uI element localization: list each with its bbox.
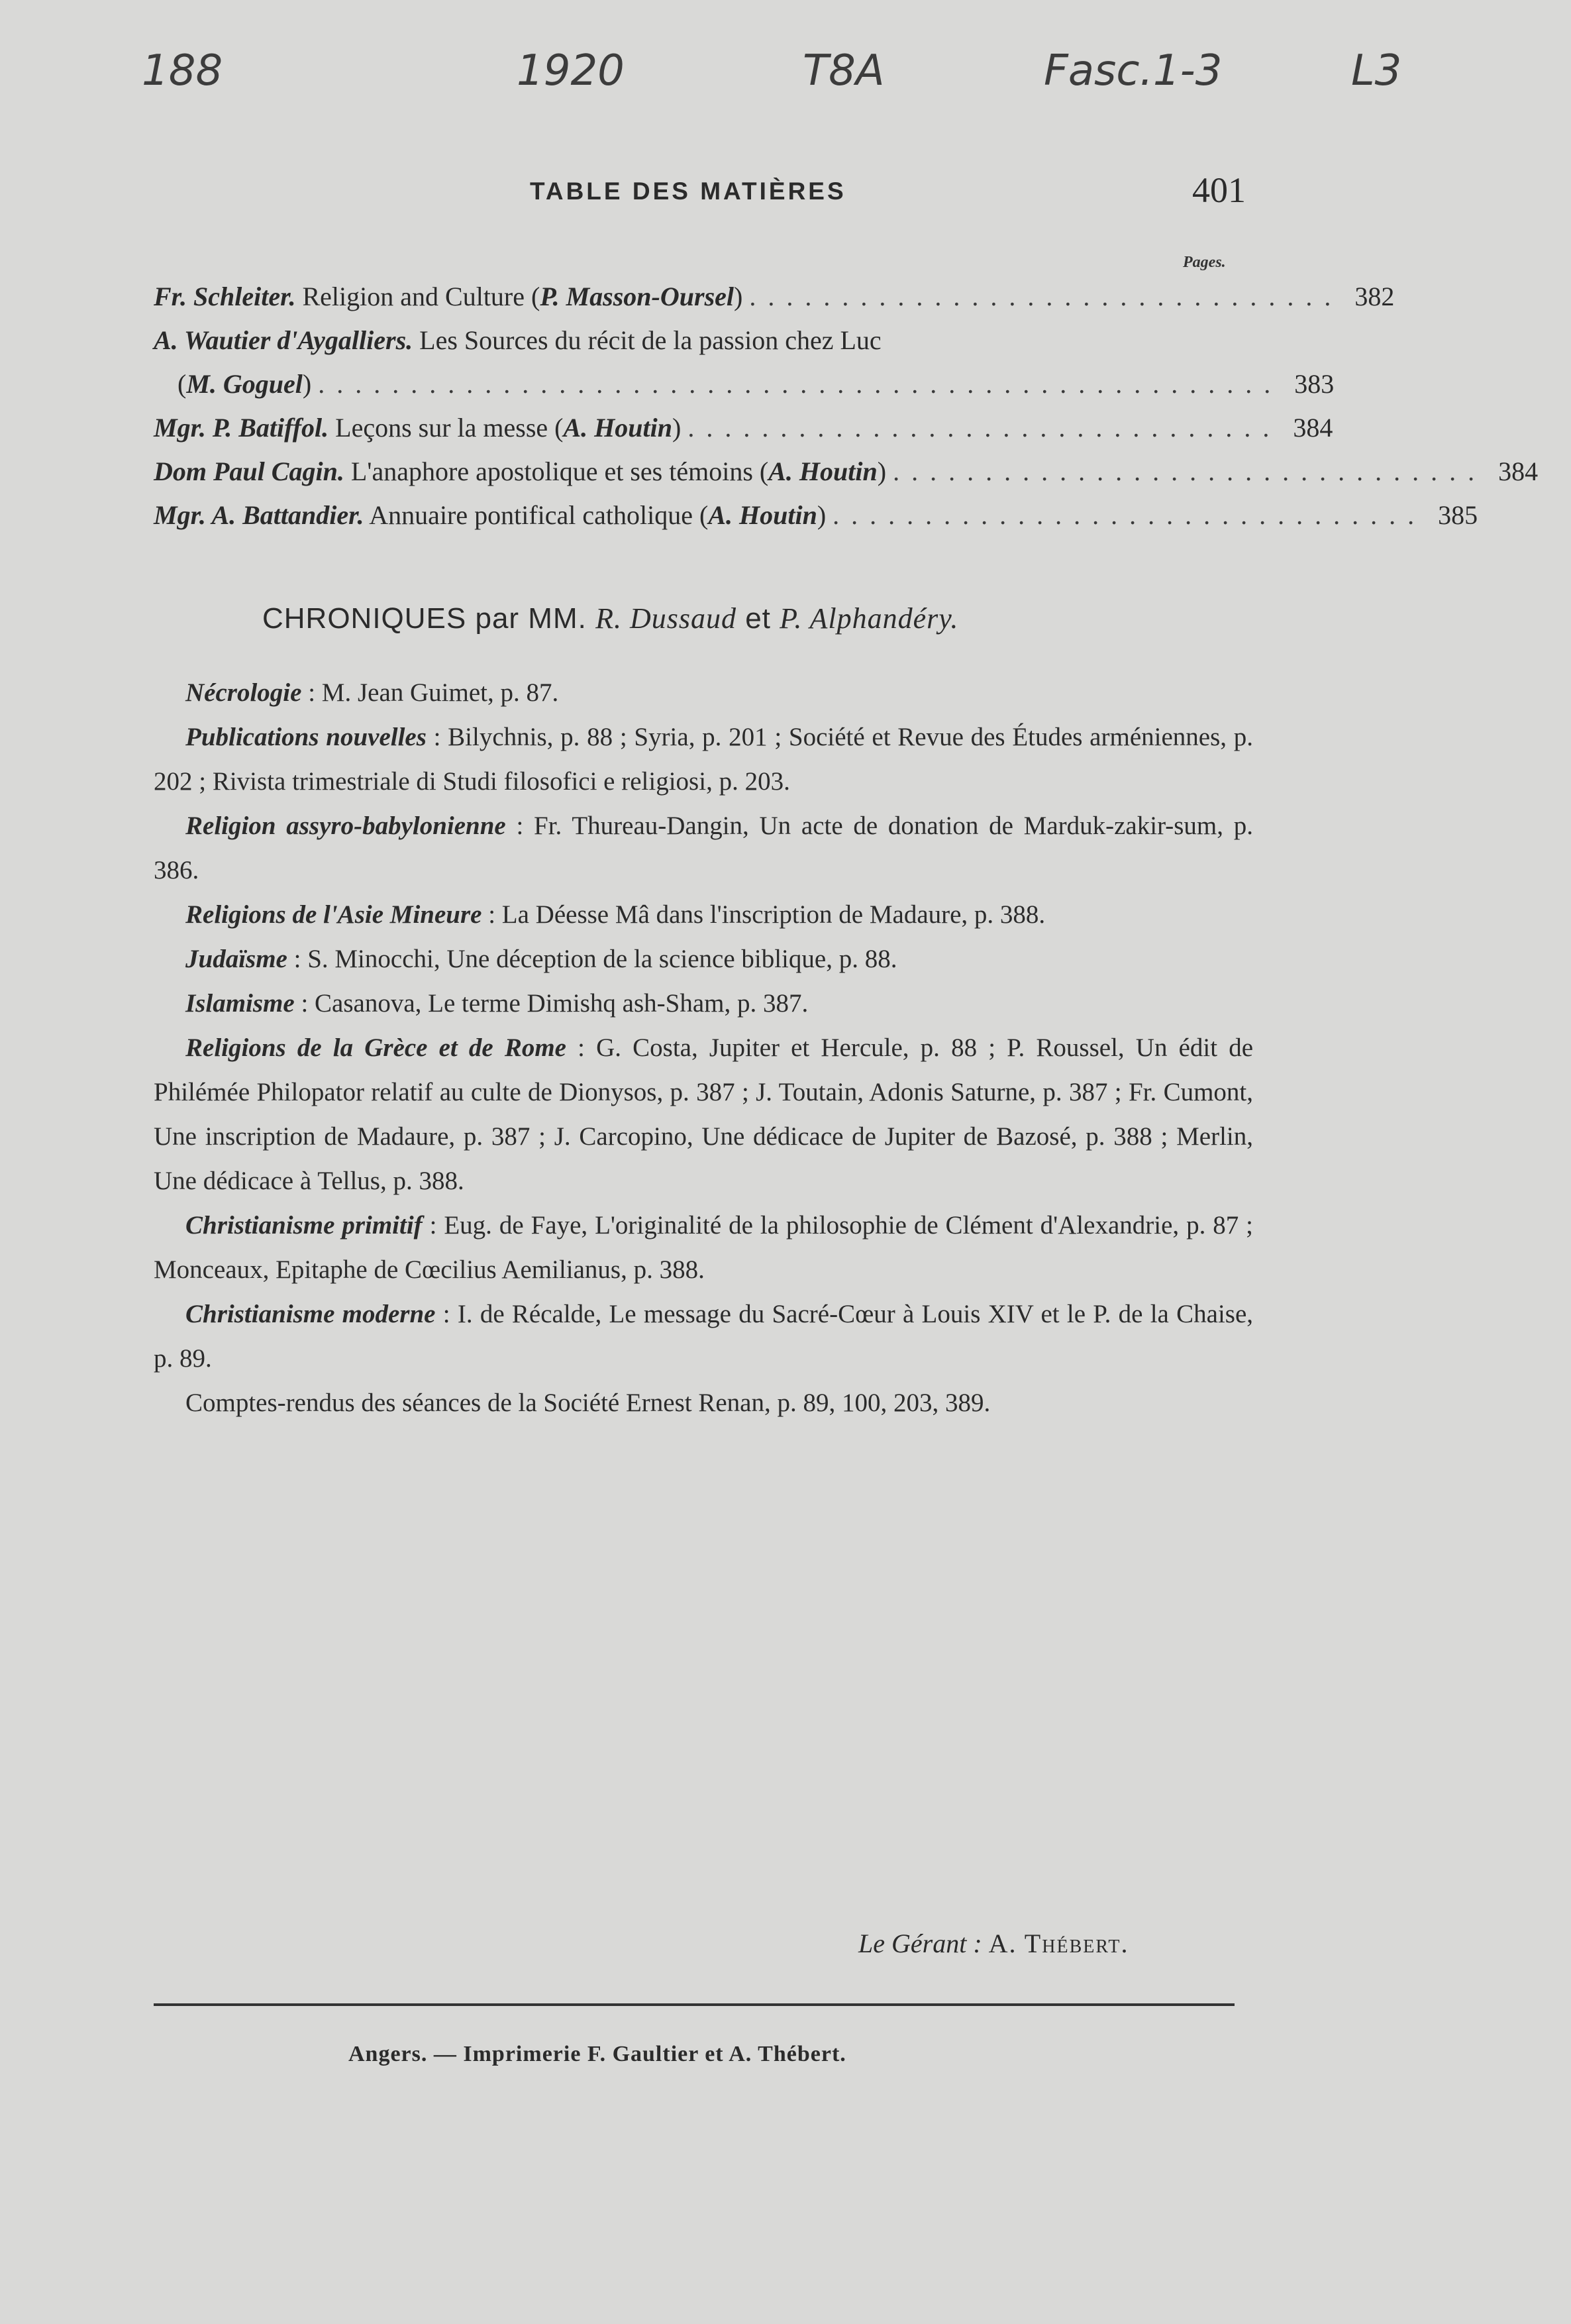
review-title: L'anaphore apostolique et ses témoins (	[350, 456, 769, 486]
chronique-entry: Publications nouvelles : Bilychnis, p. 88 ; Syria, p. 201 ; Société et Revue des Études arméniennes, p. 202 ; Rivista trimestriale di Studi filosofici e religiosi, p. 203.	[154, 723, 1253, 796]
chronique-category: Christianisme primitif	[185, 1211, 423, 1240]
chronique-entry: Religions de l'Asie Mineure : La Déesse Mâ dans l'inscription de Madaure, p. 388.	[185, 900, 1046, 929]
chronique-category: Christianisme moderne	[185, 1300, 436, 1328]
chronique-entry: Comptes-rendus des séances de la Société Ernest Renan, p. 89, 100, 203, 389.	[185, 1389, 991, 1417]
dot-leader: ................................	[749, 282, 1343, 311]
pages-column-label: Pages.	[1183, 254, 1226, 271]
chronique-entry: Religion assyro-babylonienne : Fr. Thureau-Dangin, Un acte de donation de Marduk-zakir-sum, p. 386.	[154, 812, 1253, 884]
chronique-entry: Religions de la Grèce et de Rome : G. Costa, Jupiter et Hercule, p. 88 ; P. Roussel, Un édit de Philémée Philopator relatif au culte de Dionysos, p. 387 ; J. Toutain, Adonis Saturne, p. 387 ; Fr. Cumont, Une inscription de Madaure, p. 387 ; J. Carcopino, Une dédicace de Jupiter de Bazosé, p. 388 ; Merlin, Une dédicace à Tellus, p. 388.	[154, 1033, 1253, 1195]
review-author: Mgr. P. Batiffol.	[154, 413, 329, 443]
chronique-entry: Islamisme : Casanova, Le terme Dimishq ash-Sham, p. 387.	[185, 989, 809, 1018]
handwritten-note-4: Fasc.1-3	[1044, 46, 1223, 95]
review-title: Les Sources du récit de la passion chez Luc	[419, 325, 882, 355]
chronique-category: Religion assyro-babylonienne	[185, 812, 506, 840]
review-entry: Dom Paul Cagin. L'anaphore apostolique et ses témoins (A. Houtin) ................................ 384	[154, 456, 1539, 486]
dot-leader: ................................	[687, 413, 1282, 443]
review-reviewer: A. Houtin	[563, 413, 672, 443]
handwritten-note-2: 1920	[517, 46, 625, 95]
chronique-category: Nécrologie	[185, 678, 302, 707]
footer-rule	[154, 2003, 1235, 2006]
review-reviewer: P. Masson-Oursel	[540, 282, 735, 311]
dot-leader: ................................	[893, 456, 1487, 486]
handwritten-note-3: T8A	[803, 46, 885, 95]
chroniques-list	[154, 670, 1253, 1425]
review-entry: Mgr. P. Batiffol. Leçons sur la messe (A. Houtin) ................................ 384	[154, 413, 1333, 443]
running-header-title: TABLE DES MATIÈRES	[530, 178, 846, 205]
chronique-entry: Nécrologie : M. Jean Guimet, p. 87.	[185, 678, 559, 707]
review-title: Leçons sur la messe (	[335, 413, 564, 443]
review-title: Religion and Culture (	[302, 282, 540, 311]
dot-leader: ....................................................	[318, 369, 1283, 399]
running-header-page-number: 401	[1192, 170, 1246, 210]
review-page-number: 382	[1354, 282, 1395, 311]
review-author: A. Wautier d'Aygalliers.	[154, 325, 413, 355]
review-reviewer: A. Houtin	[708, 500, 817, 530]
review-author: Fr. Schleiter.	[154, 282, 296, 311]
chronique-category: Publications nouvelles	[185, 723, 427, 751]
review-reviewer: M. Goguel	[186, 369, 303, 399]
review-entry: Mgr. A. Battandier. Annuaire pontifical catholique (A. Houtin) ................................ 385	[154, 500, 1478, 530]
signature-name: A. Thébert.	[988, 1928, 1129, 1958]
dot-leader: ................................	[833, 500, 1427, 530]
review-author: Mgr. A. Battandier.	[154, 500, 364, 530]
review-page-number: 384	[1293, 413, 1333, 443]
handwritten-note-1: 188	[142, 46, 223, 95]
review-title: Annuaire pontifical catholique (	[369, 500, 709, 530]
chronique-entry: Christianisme primitif : Eug. de Faye, L'originalité de la philosophie de Clément d'Alexandrie, p. 87 ; Monceaux, Epitaphe de Cœcilius Aemilianus, p. 388.	[154, 1211, 1253, 1284]
review-entry: Fr. Schleiter. Religion and Culture (P. Masson-Oursel) ................................ 382	[154, 282, 1395, 311]
review-page-number: 384	[1498, 456, 1539, 486]
chronique-entry: Judaïsme : S. Minocchi, Une déception de la science biblique, p. 88.	[185, 945, 897, 973]
chronique-category: Judaïsme	[185, 945, 287, 973]
chronique-category: Religions de la Grèce et de Rome	[185, 1033, 566, 1062]
chronique-category: Islamisme	[185, 989, 295, 1018]
chroniques-author-1: R. Dussaud	[595, 602, 736, 635]
review-page-number: 383	[1294, 369, 1335, 399]
chroniques-heading: CHRONIQUES par MM. R. Dussaud et P. Alphandéry.	[262, 602, 959, 635]
printer-imprint: Angers. — Imprimerie F. Gaultier et A. Thébert.	[348, 2042, 846, 2066]
review-reviewer: A. Houtin	[768, 456, 878, 486]
chronique-category: Religions de l'Asie Mineure	[185, 900, 482, 929]
chroniques-author-2: P. Alphandéry.	[780, 602, 959, 635]
signature-label: Le Gérant :	[858, 1928, 982, 1958]
signature-line	[858, 1928, 1129, 1959]
handwritten-note-5: L3	[1351, 46, 1402, 95]
chronique-entry: Christianisme moderne : I. de Récalde, Le message du Sacré-Cœur à Louis XIV et le P. de la Chaise, p. 89.	[154, 1300, 1254, 1373]
review-author: Dom Paul Cagin.	[154, 456, 344, 486]
review-page-number: 385	[1438, 500, 1478, 530]
review-entry: A. Wautier d'Aygalliers. Les Sources du récit de la passion chez Luc (M. Goguel) .................................................... 383	[154, 325, 1335, 399]
